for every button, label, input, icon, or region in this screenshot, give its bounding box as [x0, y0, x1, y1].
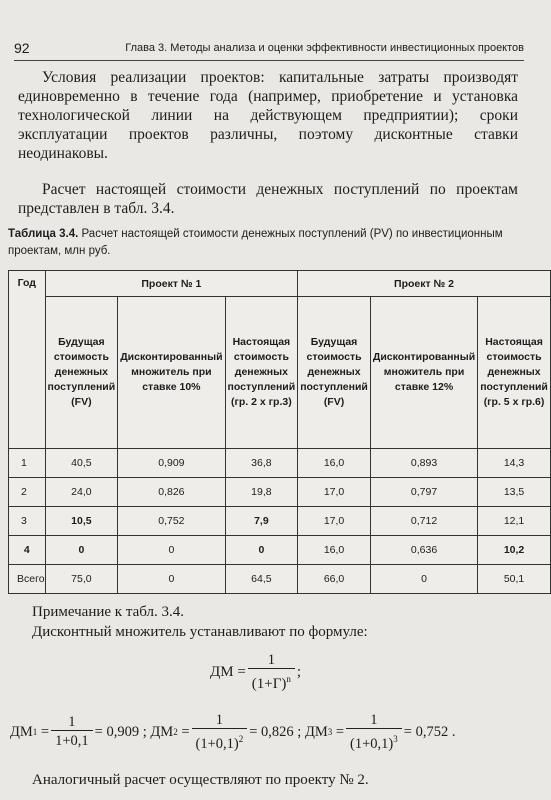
table-cell: 0,636 [370, 536, 477, 565]
example-3-sub: 3 [327, 727, 333, 738]
paragraph-calculation: Расчет настоящей стоимости денежных поступлений по проектам представлен в табл. 3.4. [18, 181, 518, 217]
example-2-result: = 0,826 ; [249, 723, 302, 740]
example-1-lhs: ДМ [10, 723, 33, 740]
example-3-lhs: ДМ [304, 723, 328, 740]
table-cell: 16,0 [298, 536, 371, 565]
table-row [9, 449, 551, 478]
closing-line: Аналогичный расчет осуществляют по проекту № 2. [32, 772, 369, 788]
example-3-den-base: (1+0,1) [350, 735, 394, 752]
table-cell: 0 [118, 536, 225, 565]
table-cell: 50,1 [478, 565, 551, 594]
discount-formula [210, 652, 301, 693]
formula-fraction [248, 652, 295, 693]
table-cell: 0,797 [370, 478, 477, 507]
table-caption-text: Расчет настоящей стоимости денежных поступлений (PV) по инвестиционным проектам, млн руб. [8, 228, 503, 257]
table-cell: 64,5 [225, 565, 298, 594]
table-cell: 10,2 [478, 536, 551, 565]
example-1-num: 1 [68, 714, 76, 731]
col-year-header: Год [9, 271, 46, 449]
table-cell: 13,5 [478, 478, 551, 507]
project1-header: Проект № 1 [45, 271, 298, 297]
table-cell: 17,0 [298, 478, 371, 507]
formula-exponent: n [286, 674, 291, 684]
table-cell: 17,0 [298, 507, 371, 536]
cell-year: Всего [9, 565, 46, 594]
example-3-num: 1 [370, 712, 378, 728]
table-cell: 0 [45, 536, 118, 565]
formula-tail: ; [296, 664, 302, 680]
example-2-den [192, 728, 248, 753]
example-1-den [51, 730, 93, 750]
table-cell: 10,5 [45, 507, 118, 536]
table-row [9, 478, 551, 507]
note-title: Примечание к табл. 3.4. [32, 604, 184, 620]
table-cell: 24,0 [45, 478, 118, 507]
header-pv-2: Настоящая стоимость денежных поступлений (гр. 5 х гр.6) [478, 297, 551, 449]
table-caption-label: Таблица 3.4. [8, 228, 79, 240]
example-3-den [346, 728, 402, 753]
example-3: ДМ 3 = $\frac{1}{(1+0,1)^3}$ = 0,752 . [304, 712, 456, 752]
table-row [9, 565, 551, 594]
project2-header: Проект № 2 [298, 271, 551, 297]
table-caption [8, 226, 520, 260]
example-2: ДМ 2 = $\frac{1}{(1+0,1)^2}$ = 0,826 ; [150, 712, 302, 752]
cell-year: 2 [9, 478, 46, 507]
running-title: Глава 3. Методы анализа и оценки эффективности инвестиционных проектов [125, 42, 524, 54]
note-text: Дисконтный множитель устанавливают по формуле: [32, 624, 368, 640]
example-2-lhs: ДМ [150, 723, 174, 740]
table-cell: 7,9 [225, 507, 298, 536]
table-cell: 19,8 [225, 478, 298, 507]
example-1: ДМ 1 = $\frac{1}{1+0,1}$ = 0,909 ; [10, 714, 147, 750]
table-cell: 0 [225, 536, 298, 565]
cell-year: 1 [9, 449, 46, 478]
header-discount-2: Дисконтированный множитель при ставке 12% [370, 297, 477, 449]
example-3-exp: 3 [393, 734, 398, 744]
table-cell: 0,893 [370, 449, 477, 478]
example-1-sub: 1 [32, 727, 38, 738]
formula-lhs: ДМ = [210, 664, 246, 680]
running-header [14, 38, 524, 61]
example-2-sub: 2 [173, 727, 178, 738]
example-2-den-base: (1+0,1) [195, 735, 239, 752]
cell-year: 4 [9, 536, 46, 565]
table-cell: 40,5 [45, 449, 118, 478]
formula-denominator [248, 668, 295, 693]
formula-numerator: 1 [267, 652, 276, 668]
table-cell: 36,8 [225, 449, 298, 478]
table-cell: 0 [370, 565, 477, 594]
table-cell: 0,712 [370, 507, 477, 536]
cell-year: 3 [9, 507, 46, 536]
example-1-result: = 0,909 ; [94, 723, 147, 740]
example-2-num: 1 [215, 712, 223, 728]
paragraph-conditions: Условия реализации проектов: капитальные затраты производят единовременно в течение года (например, приобретение и установка технологической линии на действующем предприятии); сроки эксплуатации проектов различны, поэтому дисконтные ставки неодинаковы. [18, 69, 518, 162]
table-cell: 75,0 [45, 565, 118, 594]
table-row [9, 536, 551, 565]
header-fv-2: Будущая стоимость денежных поступлений (FV) [298, 297, 371, 449]
discount-examples [10, 712, 455, 753]
example-1-den-base: 1+0,1 [55, 733, 89, 750]
example-2-exp: 2 [238, 734, 244, 744]
page-number: 92 [14, 40, 30, 56]
header-fv-1: Будущая стоимость денежных поступлений (FV) [45, 297, 118, 449]
table-cell: 0 [118, 565, 225, 594]
table-cell: 16,0 [298, 449, 371, 478]
table-cell: 0,752 [118, 507, 225, 536]
example-3-result: = 0,752 . [403, 723, 456, 740]
header-pv-1: Настоящая стоимость денежных поступлений (гр. 2 х гр.3) [225, 297, 298, 449]
header-discount-1: Дисконтированный множитель при ставке 10% [118, 297, 225, 449]
table-cell: 0,826 [118, 478, 225, 507]
table-cell: 14,3 [478, 449, 551, 478]
table-row [9, 507, 551, 536]
table-cell: 66,0 [298, 565, 371, 594]
formula-den-base: (1+Г) [251, 676, 287, 692]
table-cell: 0,909 [118, 449, 225, 478]
table-cell: 12,1 [478, 507, 551, 536]
pv-table [8, 270, 551, 594]
